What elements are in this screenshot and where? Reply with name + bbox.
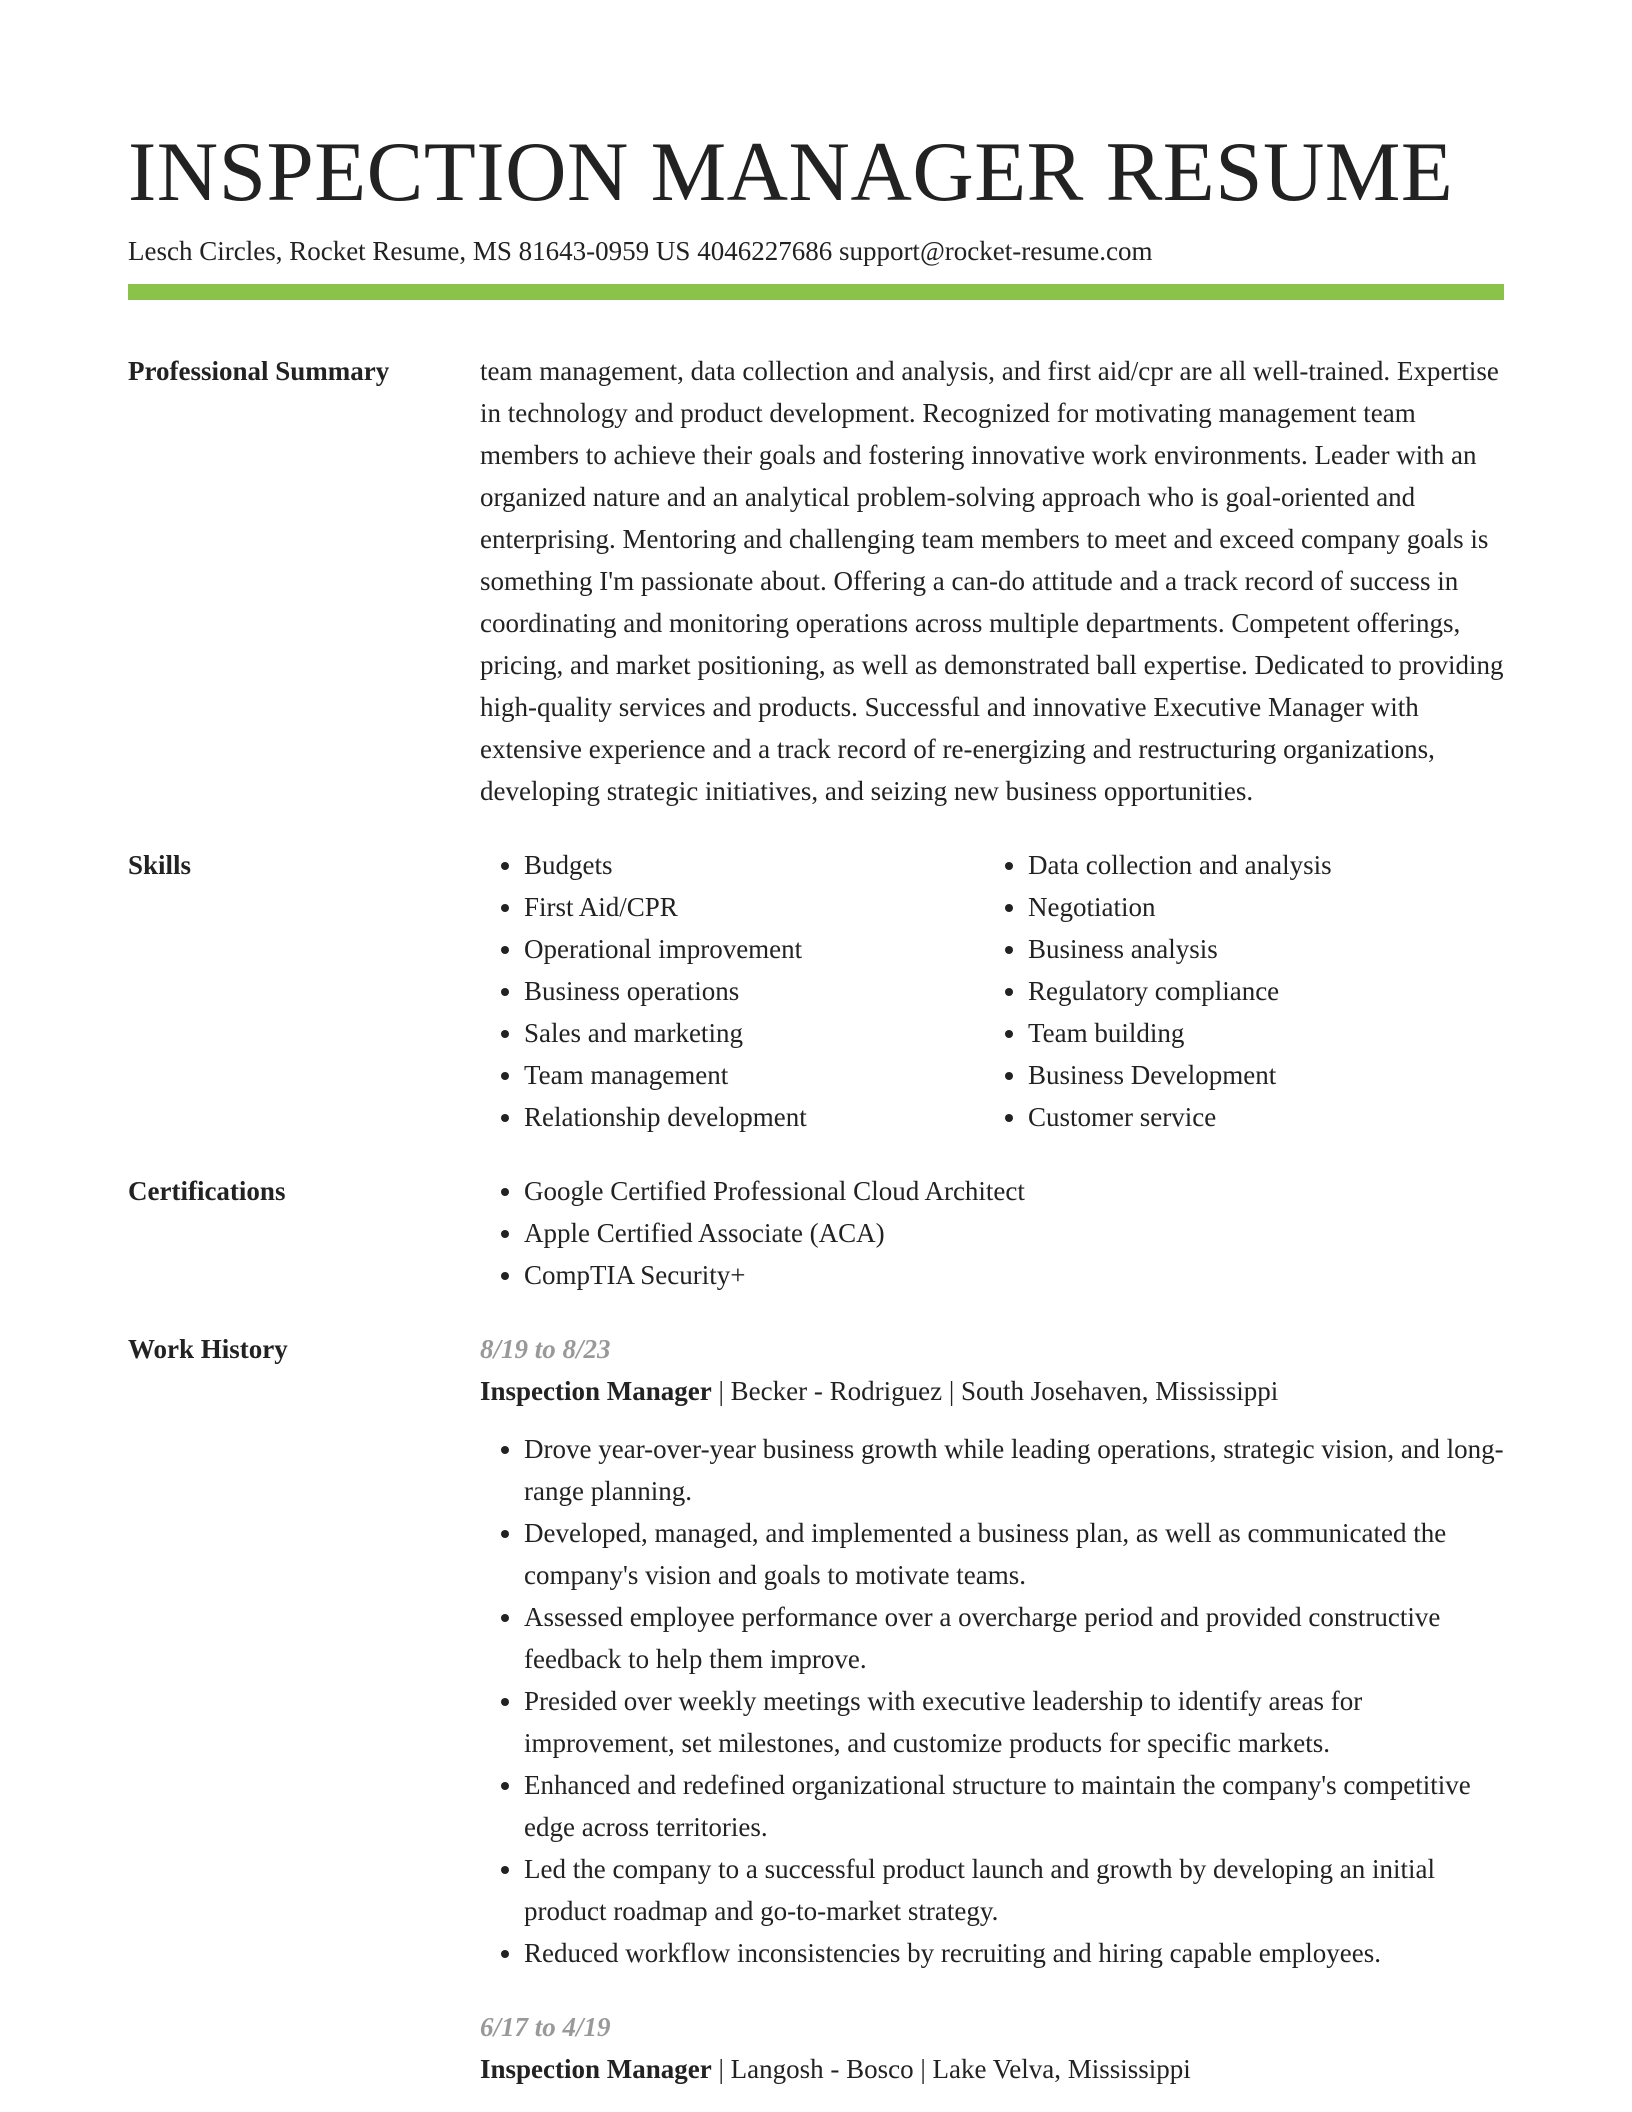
skill-item: • Regulatory compliance — [1028, 970, 1488, 1012]
skill-item: • Data collection and analysis — [1028, 844, 1488, 886]
certification-item: • CompTIA Security+ — [524, 1254, 1504, 1296]
work-history-body — [480, 1328, 1504, 2090]
professional-summary-section — [128, 350, 1504, 812]
skill-item: • Customer service — [1028, 1096, 1488, 1138]
job-entry — [480, 2006, 1504, 2090]
resume-title: INSPECTION MANAGER RESUME — [128, 125, 1454, 219]
section-label-skills: Skills — [128, 850, 192, 880]
job-duty-item: • Drove year-over-year business growth while leading operations, strategic vision, and long-range planning. — [524, 1428, 1504, 1512]
certifications-body — [480, 1170, 1504, 1296]
skill-item: • Relationship development — [524, 1096, 984, 1138]
skills-list-right — [984, 844, 1488, 1138]
job-duty-item: • Assessed employee performance over a overcharge period and provided constructive feedback to help them improve. — [524, 1596, 1504, 1680]
job-duty-item: • Developed, managed, and implemented a business plan, as well as communicated the company's vision and goals to motivate teams. — [524, 1512, 1504, 1596]
job-duty-item: • Reduced workflow inconsistencies by recruiting and hiring capable employees. — [524, 1932, 1504, 1974]
skill-item: • Budgets — [524, 844, 984, 886]
job-duty-item: • Led the company to a successful product launch and growth by developing an initial product roadmap and go-to-market strategy. — [524, 1848, 1504, 1932]
job-title: Inspection Manager — [480, 2054, 712, 2084]
skills-columns — [480, 844, 1504, 1138]
skill-item: • Team building — [1028, 1012, 1488, 1054]
skills-list-left — [480, 844, 984, 1138]
skill-item: • Negotiation — [1028, 886, 1488, 928]
certifications-list — [480, 1170, 1504, 1296]
job-duty-item: • Enhanced and redefined organizational structure to maintain the company's competitive edge across territories. — [524, 1764, 1504, 1848]
job-company-location: | Becker - Rodriguez | South Josehaven, Mississippi — [711, 1376, 1279, 1406]
job-duty-item: • Presided over weekly meetings with executive leadership to identify areas for improvement, set milestones, and customize products for specific markets. — [524, 1680, 1504, 1764]
skill-item: • First Aid/CPR — [524, 886, 984, 928]
certification-item: • Google Certified Professional Cloud Architect — [524, 1170, 1504, 1212]
job-heading — [480, 2048, 1504, 2090]
skill-item: • Business operations — [524, 970, 984, 1012]
skill-item: • Sales and marketing — [524, 1012, 984, 1054]
section-label-professional-summary: Professional Summary — [128, 356, 390, 386]
skills-column-right — [984, 844, 1488, 1138]
certification-item: • Apple Certified Associate (ACA) — [524, 1212, 1504, 1254]
job-heading — [480, 1370, 1504, 1412]
section-label-certifications: Certifications — [128, 1176, 286, 1206]
job-dates: 8/19 to 8/23 — [480, 1334, 611, 1364]
skill-item: • Operational improvement — [524, 928, 984, 970]
skill-item: • Business analysis — [1028, 928, 1488, 970]
job-dates: 6/17 to 4/19 — [480, 2012, 611, 2042]
job-company-location: | Langosh - Bosco | Lake Velva, Mississippi — [711, 2054, 1191, 2084]
skills-column-left — [480, 844, 984, 1138]
professional-summary-body — [480, 350, 1504, 812]
work-history-section — [128, 1328, 1504, 2090]
job-title: Inspection Manager — [480, 1376, 712, 1406]
resume-page — [128, 0, 1504, 2090]
professional-summary-text: team management, data collection and analysis, and first aid/cpr are all well-trained. Expertise in technology and product development. Recognized for motivating management team members to achieve their goals and fostering innovative work environments. Leader with an organized nature and an analytical problem-solving approach who is goal-oriented and enterprising. Mentoring and challenging team members to meet and exceed company goals is something I'm passionate about. Offering a can-do attitude and a track record of success in coordinating and monitoring operations across multiple departments. Competent offerings, pricing, and market positioning, as well as demonstrated ball expertise. Dedicated to providing high-quality services and products. Successful and innovative Executive Manager with extensive experience and a track record of re-energizing and restructuring organizations, developing strategic initiatives, and seizing new business opportunities. — [480, 356, 1504, 806]
contact-line: Lesch Circles, Rocket Resume, MS 81643-0959 US 4046227686 support@rocket-resume.com — [128, 236, 1153, 266]
header-accent-rule — [128, 284, 1504, 300]
section-label-work-history: Work History — [128, 1334, 288, 1364]
skill-item: • Business Development — [1028, 1054, 1488, 1096]
job-duties-list — [480, 1428, 1504, 1974]
certifications-section — [128, 1170, 1504, 1296]
skill-item: • Team management — [524, 1054, 984, 1096]
skills-section — [128, 844, 1504, 1138]
job-entry — [480, 1328, 1504, 1974]
